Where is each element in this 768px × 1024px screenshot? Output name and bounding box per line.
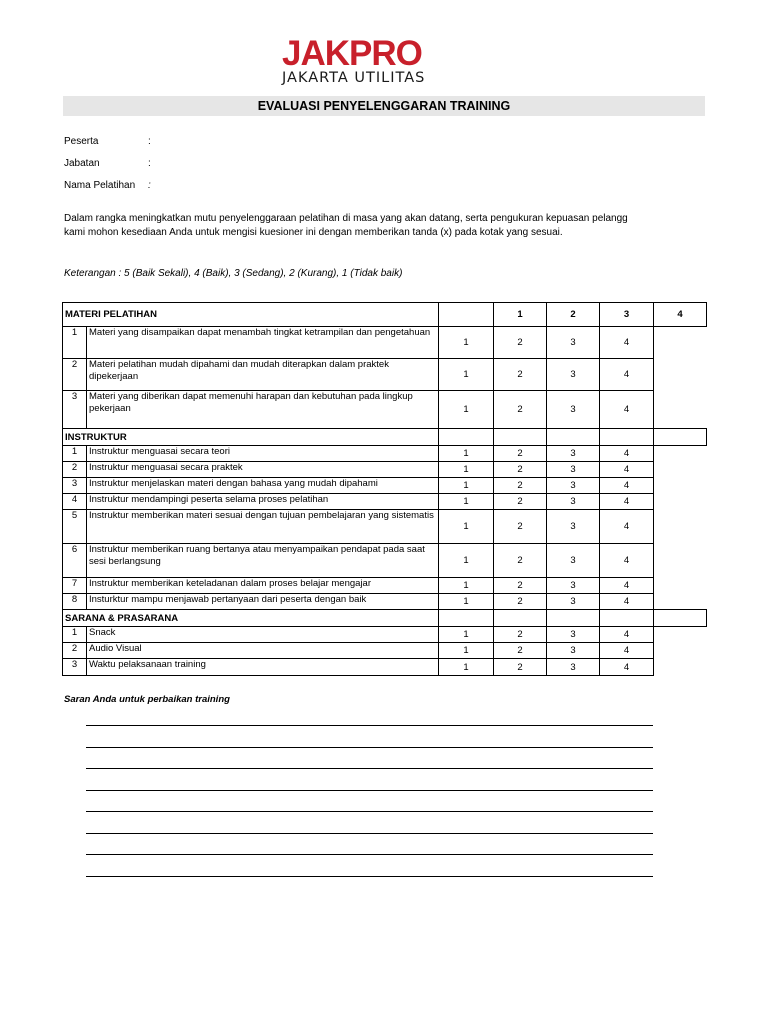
table-row (63, 391, 707, 429)
rating-cell-3[interactable]: 3 (547, 462, 600, 478)
field-separator: : (148, 180, 151, 191)
row-number: 3 (63, 391, 87, 429)
rating-cell-2[interactable]: 2 (494, 462, 547, 478)
rating-cell-2[interactable]: 2 (494, 659, 547, 676)
suggestion-line[interactable] (86, 790, 653, 791)
rating-cell-1[interactable]: 1 (439, 643, 494, 659)
page-title: EVALUASI PENYELENGGARAN TRAINING (63, 96, 705, 116)
table-row (63, 446, 707, 462)
rating-cell-1[interactable]: 1 (439, 544, 494, 578)
rating-cell-4[interactable]: 4 (600, 578, 654, 594)
rating-cell-1[interactable]: 1 (439, 627, 494, 643)
rating-cell-1[interactable]: 1 (439, 494, 494, 510)
logo-sub-text: JAKARTA UTILITAS (282, 70, 426, 86)
row-number: 7 (63, 578, 87, 594)
suggestion-line[interactable] (86, 876, 653, 877)
field-peserta (64, 136, 151, 147)
row-description: Instruktur menguasai secara teori (87, 446, 439, 462)
section-row (63, 610, 707, 627)
field-label: Nama Pelatihan (64, 180, 136, 191)
suggestion-line[interactable] (86, 833, 653, 834)
rating-cell-2[interactable]: 2 (494, 643, 547, 659)
table-row (63, 359, 707, 391)
rating-cell-3[interactable]: 3 (547, 594, 600, 610)
table-row (63, 462, 707, 478)
row-number: 2 (63, 359, 87, 391)
scale-header-2: 2 (547, 303, 600, 327)
table-row (63, 494, 707, 510)
rating-cell-1[interactable]: 1 (439, 578, 494, 594)
row-description: Waktu pelaksanaan training (87, 659, 439, 676)
table-row (63, 594, 707, 610)
rating-cell-4[interactable]: 4 (600, 359, 654, 391)
suggestion-line[interactable] (86, 854, 653, 855)
rating-cell-4[interactable]: 4 (600, 446, 654, 462)
field-nama-pelatihan (64, 180, 151, 191)
rating-cell-2[interactable]: 2 (494, 478, 547, 494)
rating-cell-3[interactable]: 3 (547, 391, 600, 429)
blank-cell (494, 610, 547, 627)
rating-cell-4[interactable]: 4 (600, 391, 654, 429)
row-number: 1 (63, 446, 87, 462)
table-row (63, 327, 707, 359)
row-number: 1 (63, 627, 87, 643)
rating-cell-1[interactable]: 1 (439, 462, 494, 478)
row-description: Instruktur menguasai secara praktek (87, 462, 439, 478)
scale-header-1: 1 (494, 303, 547, 327)
suggestion-line[interactable] (86, 811, 653, 812)
rating-cell-1[interactable]: 1 (439, 359, 494, 391)
scale-header-4: 4 (654, 303, 707, 327)
rating-cell-4[interactable]: 4 (600, 494, 654, 510)
table-row (63, 627, 707, 643)
row-number: 6 (63, 544, 87, 578)
blank-cell (654, 610, 707, 627)
table-row (63, 544, 707, 578)
rating-cell-3[interactable]: 3 (547, 578, 600, 594)
rating-cell-3[interactable]: 3 (547, 494, 600, 510)
rating-cell-2[interactable]: 2 (494, 627, 547, 643)
rating-cell-4[interactable]: 4 (600, 643, 654, 659)
table-header-row (63, 303, 707, 327)
row-number: 8 (63, 594, 87, 610)
rating-cell-2[interactable]: 2 (494, 327, 547, 359)
row-description: Instruktur menjelaskan materi dengan bahasa yang mudah dipahami (87, 478, 439, 494)
table-row (63, 510, 707, 544)
section-header-sarana: SARANA & PRASARANA (63, 610, 439, 627)
rating-cell-1[interactable]: 1 (439, 391, 494, 429)
rating-cell-2[interactable]: 2 (494, 544, 547, 578)
rating-cell-1[interactable]: 1 (439, 594, 494, 610)
field-label: Peserta (64, 136, 99, 147)
intro-paragraph (64, 212, 664, 240)
rating-cell-3[interactable]: 3 (547, 544, 600, 578)
rating-cell-4[interactable]: 4 (600, 327, 654, 359)
rating-cell-2[interactable]: 2 (494, 446, 547, 462)
blank-cell (439, 429, 494, 446)
table-row (63, 643, 707, 659)
row-number: 3 (63, 659, 87, 676)
row-number: 4 (63, 494, 87, 510)
rating-cell-1[interactable]: 1 (439, 446, 494, 462)
rating-cell-3[interactable]: 3 (547, 627, 600, 643)
row-description: Materi pelatihan mudah dipahami dan mudah diterapkan dalam praktek dipekerjaan (87, 359, 439, 391)
rating-cell-2[interactable]: 2 (494, 359, 547, 391)
field-jabatan (64, 158, 151, 169)
rating-cell-4[interactable]: 4 (600, 510, 654, 544)
rating-cell-2[interactable]: 2 (494, 594, 547, 610)
row-number: 1 (63, 327, 87, 359)
row-description: Insturktur mampu menjawab pertanyaan dari peserta dengan baik (87, 594, 439, 610)
field-separator: : (148, 136, 151, 147)
rating-cell-3[interactable]: 3 (547, 446, 600, 462)
intro-line-2: kami mohon kesediaan Anda untuk mengisi kuesioner ini dengan memberikan tanda (x) pada kotak yang sesuai. (64, 227, 563, 238)
suggestion-line[interactable] (86, 747, 653, 748)
rating-cell-4[interactable]: 4 (600, 478, 654, 494)
blank-cell (439, 610, 494, 627)
rating-cell-2[interactable]: 2 (494, 391, 547, 429)
row-number: 3 (63, 478, 87, 494)
row-description: Instruktur memberikan materi sesuai dengan tujuan pembelajaran yang sistematis (87, 510, 439, 544)
blank-cell (600, 429, 654, 446)
scale-header-3: 3 (600, 303, 654, 327)
table-row (63, 659, 707, 676)
field-label: Jabatan (64, 158, 100, 169)
rating-cell-3[interactable]: 3 (547, 643, 600, 659)
section-header-instruktur: INSTRUKTUR (63, 429, 439, 446)
rating-cell-3[interactable]: 3 (547, 478, 600, 494)
row-description: Materi yang disampaikan dapat menambah tingkat ketrampilan dan pengetahuan (87, 327, 439, 359)
rating-cell-3[interactable]: 3 (547, 659, 600, 676)
rating-cell-4[interactable]: 4 (600, 462, 654, 478)
row-description: Audio Visual (87, 643, 439, 659)
intro-line-1: Dalam rangka meningkatkan mutu penyelenggaraan pelatihan di masa yang akan datang, serta pengukuran kepuasan pelangg (64, 213, 628, 224)
row-description: Instruktur memberikan keteladanan dalam proses belajar mengajar (87, 578, 439, 594)
rating-cell-4[interactable]: 4 (600, 544, 654, 578)
section-row (63, 429, 707, 446)
rating-cell-3[interactable]: 3 (547, 359, 600, 391)
rating-cell-2[interactable]: 2 (494, 510, 547, 544)
blank-cell (547, 429, 600, 446)
rating-cell-1[interactable]: 1 (439, 327, 494, 359)
blank-cell (439, 303, 494, 327)
row-number: 2 (63, 643, 87, 659)
blank-cell (600, 610, 654, 627)
field-separator: : (148, 158, 151, 169)
rating-cell-1[interactable]: 1 (439, 659, 494, 676)
evaluation-table (62, 302, 707, 676)
rating-cell-4[interactable]: 4 (600, 627, 654, 643)
rating-cell-3[interactable]: 3 (547, 327, 600, 359)
section-header-materi: MATERI PELATIHAN (63, 303, 439, 327)
blank-cell (654, 429, 707, 446)
blank-cell (547, 610, 600, 627)
rating-cell-4[interactable]: 4 (600, 594, 654, 610)
row-number: 5 (63, 510, 87, 544)
row-description: Materi yang diberikan dapat memenuhi harapan dan kebutuhan pada lingkup pekerjaan (87, 391, 439, 429)
rating-cell-1[interactable]: 1 (439, 510, 494, 544)
table-row (63, 578, 707, 594)
row-description: Instruktur mendampingi peserta selama proses pelatihan (87, 494, 439, 510)
suggestion-line[interactable] (86, 768, 653, 769)
rating-cell-2[interactable]: 2 (494, 494, 547, 510)
row-description: Snack (87, 627, 439, 643)
rating-cell-1[interactable]: 1 (439, 478, 494, 494)
row-number: 2 (63, 462, 87, 478)
rating-legend: Keterangan : 5 (Baik Sekali), 4 (Baik), 3 (Sedang), 2 (Kurang), 1 (Tidak baik) (64, 268, 403, 279)
rating-cell-2[interactable]: 2 (494, 578, 547, 594)
row-description: Instruktur memberikan ruang bertanya atau menyampaikan pendapat pada saat sesi berlangsung (87, 544, 439, 578)
blank-cell (494, 429, 547, 446)
rating-cell-3[interactable]: 3 (547, 510, 600, 544)
suggestion-line[interactable] (86, 725, 653, 726)
table-row (63, 478, 707, 494)
rating-cell-4[interactable]: 4 (600, 659, 654, 676)
jakpro-logo (282, 36, 426, 88)
suggestion-title: Saran Anda untuk perbaikan training (64, 694, 230, 705)
logo-main-text: JAKPRO (282, 34, 422, 73)
